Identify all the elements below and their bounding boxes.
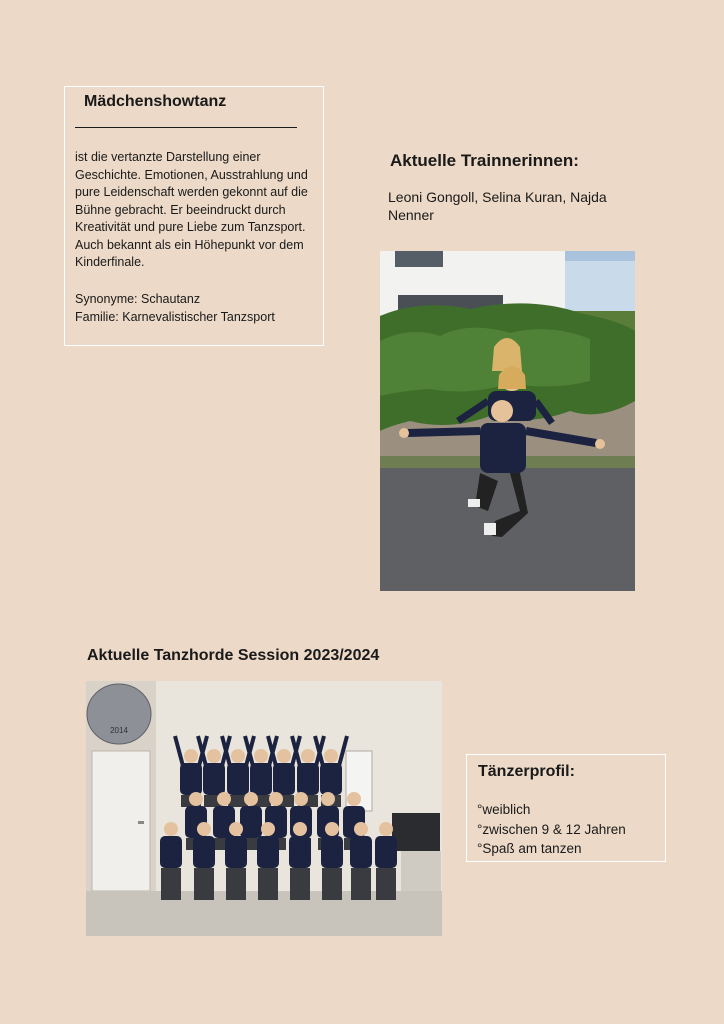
plaque-year: 2014 <box>110 726 128 735</box>
group-heading: Aktuelle Tanzhorde Session 2023/2024 <box>87 647 380 664</box>
profile-list <box>477 800 626 859</box>
info-description: ist die vertanzte Darstellung einer Geschichte. Emotionen, Ausstrahlung und pure Leidenschaft werden gekonnt auf die Bühne gebracht. Er beeindruckt durch Kreativität und pure Liebe zum Tanzsport. Auch bekannt als ein Höhepunkt vor dem Kinderfinale. <box>75 150 308 269</box>
profile-box <box>466 754 666 862</box>
info-familie: Familie: Karnevalistischer Tanzsport <box>75 310 275 324</box>
profile-item: °zwischen 9 & 12 Jahren <box>477 821 626 837</box>
info-title: Mädchenshowtanz <box>84 93 227 110</box>
info-synonyme: Synonyme: Schautanz <box>75 292 201 306</box>
info-box <box>64 86 324 346</box>
trainers-names: Leoni Gongoll, Selina Kuran, Najda Nenner <box>388 189 607 223</box>
trainers-heading: Aktuelle Trainnerinnen: <box>390 151 579 170</box>
trainers-photo <box>380 251 635 591</box>
group-photo <box>86 681 442 936</box>
profile-item: °Spaß am tanzen <box>477 841 582 856</box>
profile-title: Tänzerprofil: <box>478 763 575 780</box>
profile-item: °weiblich <box>477 802 531 817</box>
title-underline <box>75 127 297 128</box>
